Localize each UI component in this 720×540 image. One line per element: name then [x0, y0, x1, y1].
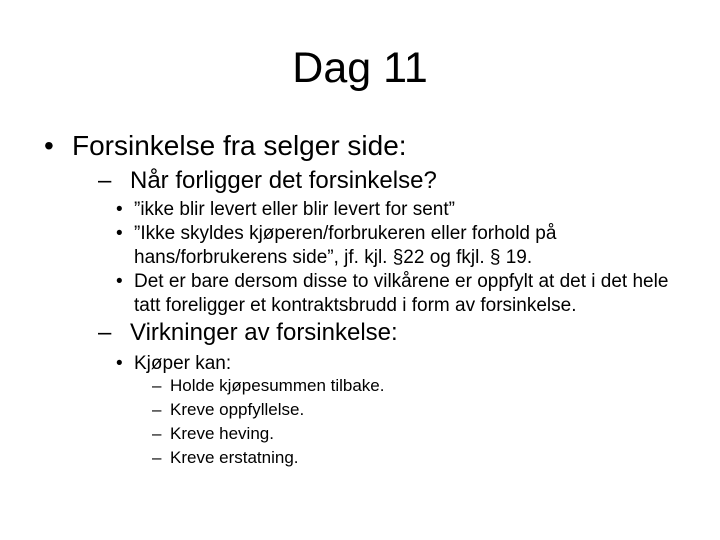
option-text: Kreve erstatning. [170, 448, 299, 467]
bullet-icon: • [116, 353, 123, 374]
dash-icon: – [152, 376, 162, 395]
option-text: Kreve oppfyllelse. [170, 400, 305, 419]
bullet-icon: • [116, 271, 123, 292]
bullet-icon: • [116, 223, 123, 244]
bullet-icon: • [44, 130, 54, 161]
point-text: ”Ikke skyldes kjøperen/forbrukeren eller forhold på hans/forbrukerens side”, jf. kjl. §22 og fkjl. § 19. [134, 223, 557, 268]
dash-icon: – [98, 319, 112, 346]
point-text: ”ikke blir levert eller blir levert for sent” [134, 199, 455, 220]
dash-icon: – [152, 424, 162, 443]
option-text: Kreve heving. [170, 424, 274, 443]
bullet-icon: • [116, 199, 123, 220]
option-text: Holde kjøpesummen tilbake. [170, 376, 385, 395]
point-text: Kjøper kan: [134, 353, 232, 374]
dash-icon: – [98, 167, 112, 194]
sub-bullet-text: Virkninger av forsinkelse: [130, 319, 398, 346]
dash-icon: – [152, 400, 162, 419]
point-text: Det er bare dersom disse to vilkårene er oppfylt at det i det hele tatt foreligger et kontraktsbrudd i form av forsinkelse. [134, 271, 669, 316]
dash-icon: – [152, 448, 162, 467]
sub-bullet-text: Når forligger det forsinkelse? [130, 167, 437, 194]
slide-title: Dag 11 [292, 44, 428, 92]
bullet-text: Forsinkelse fra selger side: [72, 130, 407, 161]
